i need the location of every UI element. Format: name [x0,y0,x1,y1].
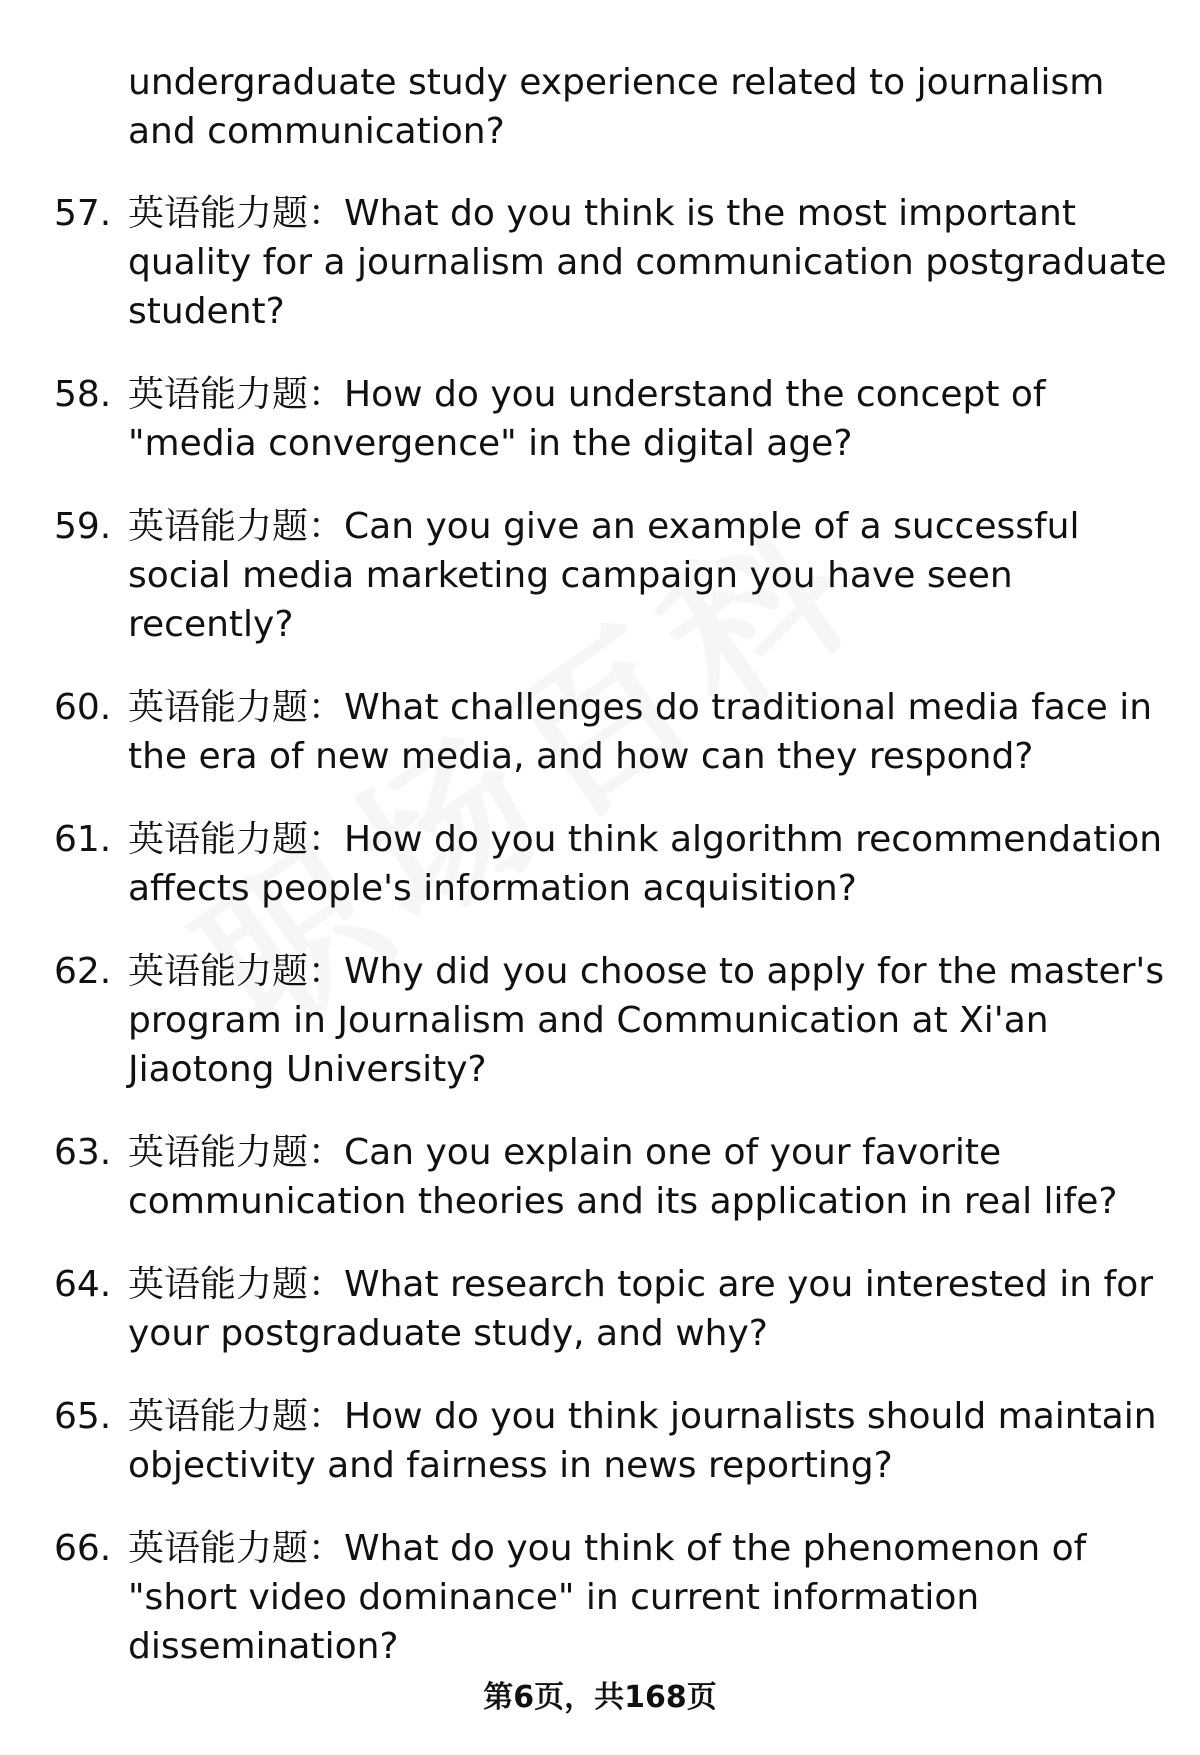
question-number: 60. [54,687,112,728]
question-number: 65. [54,1396,112,1437]
question-body [128,683,1168,781]
question-item [0,189,1200,336]
question-label: 英语能力题： [128,193,345,234]
question-body [128,815,1168,913]
question-number: 63. [54,1132,112,1173]
question-item [0,370,1200,468]
question-label: 英语能力题： [128,506,345,547]
question-body [128,947,1168,1094]
question-text: Can you give an example of a successful social media marketing campaign you have seen recently? [128,506,1080,645]
question-item [0,1128,1200,1226]
question-body [128,1128,1168,1226]
question-list [0,189,1200,1705]
question-label: 英语能力题： [128,1132,345,1173]
question-label: 英语能力题： [128,374,345,415]
question-text: What do you think of the phenomenon of "short video dominance" in current information dissemination? [128,1528,1087,1667]
question-item [0,683,1200,781]
question-number: 58. [54,374,112,415]
question-label: 英语能力题： [128,1264,345,1305]
question-body [128,502,1168,649]
question-number: 62. [54,951,112,992]
question-body [128,1260,1168,1358]
question-label: 英语能力题： [128,687,345,728]
question-item [0,947,1200,1094]
question-number: 57. [54,193,112,234]
question-number: 64. [54,1264,112,1305]
question-number: 66. [54,1528,112,1569]
question-body [128,1524,1168,1671]
question-text: How do you think journalists should maintain objectivity and fairness in news reporting? [128,1396,1157,1486]
question-number: 59. [54,506,112,547]
question-item [0,1524,1200,1671]
question-text: How do you understand the concept of "media convergence" in the digital age? [128,374,1046,464]
question-text: What research topic are you interested in for your postgraduate study, and why? [128,1264,1154,1354]
question-label: 英语能力题： [128,1528,345,1569]
question-item [0,502,1200,649]
question-text: Can you explain one of your favorite communication theories and its application in real life? [128,1132,1118,1222]
question-item [0,1260,1200,1358]
question-item [0,1392,1200,1490]
question-continuation-text: undergraduate study experience related to journalism and communication? [128,62,1105,152]
question-text: Why did you choose to apply for the master's program in Journalism and Communication at Xi'an Jiaotong University? [128,951,1165,1090]
question-label: 英语能力题： [128,1396,345,1437]
question-text: What challenges do traditional media face in the era of new media, and how can they respond? [128,687,1153,777]
question-text: How do you think algorithm recommendation affects people's information acquisition? [128,819,1163,909]
question-text: What do you think is the most important quality for a journalism and communication postgraduate student? [128,193,1167,332]
question-number: 61. [54,819,112,860]
page-number-footer: 第6页，共168页 [483,1680,717,1715]
question-item [0,815,1200,913]
question-label: 英语能力题： [128,951,345,992]
question-body [128,1392,1168,1490]
question-body [128,189,1168,336]
question-label: 英语能力题： [128,819,345,860]
question-body [128,370,1168,468]
